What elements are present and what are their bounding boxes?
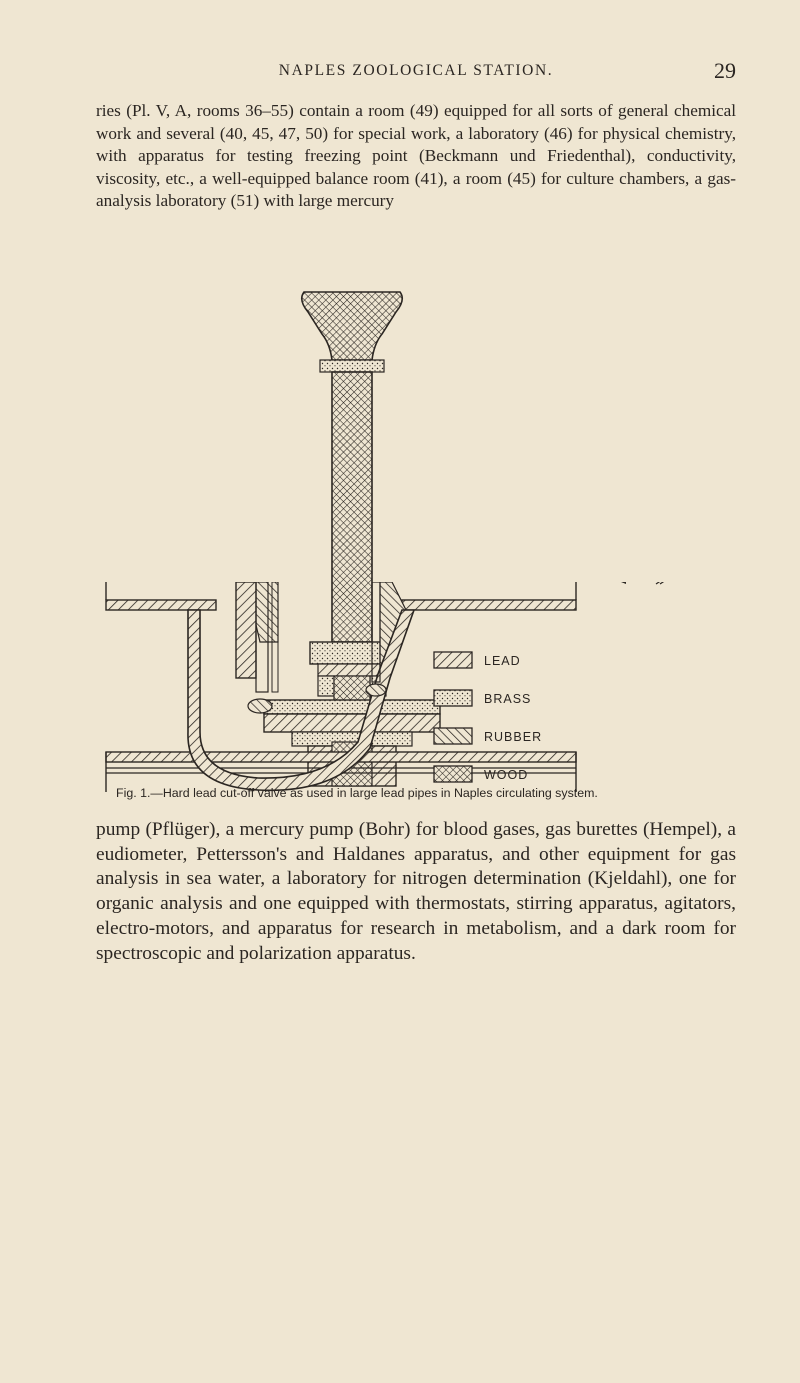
pipe-lower-wall-left [106, 600, 216, 610]
flow-direction-arrow [616, 582, 666, 584]
valve-diagram-lower [96, 582, 736, 792]
u-trap [188, 582, 414, 790]
legend-label-brass: BRASS [484, 692, 532, 706]
figure-caption: Fig. 1.—Hard lead cut-off valve as used in large lead pipes in Naples circulating system. [116, 786, 598, 800]
pipe-lower-wall-right [402, 600, 576, 610]
legend-swatch-wood [434, 766, 472, 782]
legend-label-rubber: RUBBER [484, 730, 543, 744]
legend-label-lead: LEAD [484, 654, 521, 668]
legend-swatch-rubber [434, 728, 472, 744]
legend-swatches [434, 652, 472, 782]
legend-swatch-lead [434, 652, 472, 668]
body-paragraph-bottom: pump (Pflüger), a mercury pump (Bohr) for blood gases, gas burettes (Hempel), a eudiometer, Pettersson's and Haldanes apparatus, and other equipment for gas analysis in sea water, a laboratory for nitrogen determination (Kjeldahl), one for organic analysis and one equipped with thermostats, stirring apparatus, agitators, electro-motors, and apparatus for research in metabolism, and a dark room for spectroscopic and polarization apparatus. [96, 819, 736, 964]
valve-figure-lower [96, 582, 736, 792]
body-paragraph-top: ries (Pl. V, A, rooms 36–55) contain a room (49) equipped for all sorts of general chemical work and several (40, 45, 47, 50) for special work, a laboratory (46) for physical chemistry, with apparatus for testing freezing point (Beckmann und Friedenthal), conductivity, viscosity, etc., a well-equipped balance room (41), a room (45) for culture chambers, a gas-analysis laboratory (51) with large mercury [96, 101, 736, 211]
legend-swatch-brass [434, 690, 472, 706]
running-title: NAPLES ZOOLOGICAL STATION. [278, 62, 554, 79]
valve-handle [302, 292, 403, 372]
page-number: 29 [714, 58, 736, 83]
running-head [96, 58, 736, 88]
legend-label-wood: WOOD [484, 768, 529, 782]
